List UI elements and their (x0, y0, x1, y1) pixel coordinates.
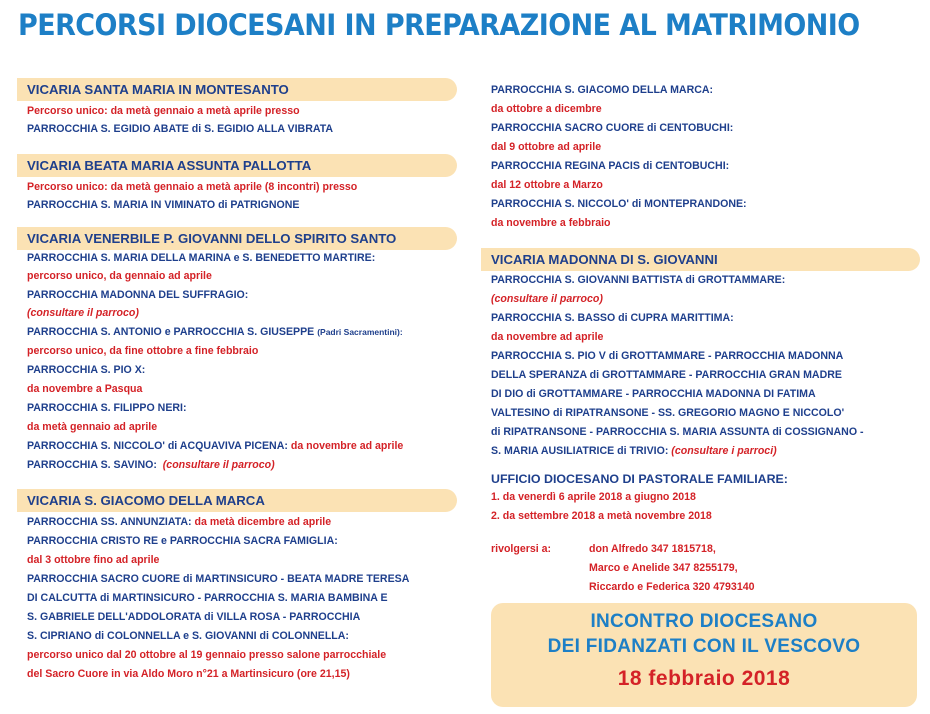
contact-2: Marco e Anelide 347 8255179, (589, 562, 738, 574)
v3-line-12 (27, 458, 275, 472)
v2-line-1: Percorso unico: da metà gennaio a metà aprile (8 incontri) presso (27, 181, 358, 193)
v3-line-3: PARROCCHIA MADONNA DEL SUFFRAGIO: (27, 289, 249, 301)
v2-line-2: PARROCCHIA S. MARIA IN VIMINATO di PATRIGNONE (27, 199, 300, 211)
v3-line-4: (consultare il parroco) (27, 307, 139, 319)
v3-line-1: PARROCCHIA S. MARIA DELLA MARINA e S. BENEDETTO MARTIRE: (27, 252, 376, 264)
r-top-line-4: dal 9 ottobre ad aprile (491, 141, 602, 153)
v4-line-4: PARROCCHIA SACRO CUORE di MARTINSICURO - BEATA MADRE TERESA (27, 573, 410, 585)
v3-line-11-dates: da novembre ad aprile (290, 440, 404, 452)
v5-line-1: PARROCCHIA S. GIOVANNI BATTISTA di GROTTAMMARE: (491, 274, 786, 286)
v3-line-10: da metà gennaio ad aprile (27, 421, 158, 433)
v3-line-2: percorso unico, da gennaio ad aprile (27, 270, 212, 282)
incontro-line-2: DEI FIDANZATI CON IL VESCOVO (547, 636, 861, 657)
v3-line-5 (27, 325, 403, 339)
r-top-line-8: da novembre a febbraio (491, 217, 611, 229)
v4-line-1-parish: PARROCCHIA SS. ANNUNZIATA: (27, 516, 192, 528)
r-top-line-3: PARROCCHIA SACRO CUORE di CENTOBUCHI: (491, 122, 734, 134)
v1-line-1: Percorso unico: da metà gennaio a metà aprile presso (27, 105, 300, 117)
v5-line-6: DELLA SPERANZA di GROTTAMMARE - PARROCCHIA GRAN MADRE (491, 369, 842, 381)
v3-line-5-note: (Padri Sacramentini): (317, 327, 403, 337)
r-top-line-7: PARROCCHIA S. NICCOLO' di MONTEPRANDONE: (491, 198, 747, 210)
v5-line-9: di RIPATRANSONE - PARROCCHIA S. MARIA ASSUNTA di COSSIGNANO - (491, 426, 864, 438)
v5-line-10-note: (consultare i parroci) (671, 445, 777, 457)
r-top-line-1: PARROCCHIA S. GIACOMO DELLA MARCA: (491, 84, 714, 96)
page-title: PERCORSI DIOCESANI IN PREPARAZIONE AL MATRIMONIO (18, 8, 860, 42)
r-top-line-2: da ottobre a dicembre (491, 103, 602, 115)
v5-line-4: da novembre ad aprile (491, 331, 604, 343)
v1-line-2: PARROCCHIA S. EGIDIO ABATE di S. EGIDIO ALLA VIBRATA (27, 123, 334, 135)
v5-line-3: PARROCCHIA S. BASSO di CUPRA MARITTIMA: (491, 312, 734, 324)
v3-line-11 (27, 439, 403, 453)
v4-line-1-dates: da metà dicembre ad aprile (194, 516, 332, 528)
ufficio-line-1: 1. da venerdì 6 aprile 2018 a giugno 2018 (491, 491, 696, 503)
v4-line-6: S. GABRIELE DELL'ADDOLORATA di VILLA ROSA - PARROCCHIA (27, 611, 361, 623)
vicaria-s-giacomo-header: VICARIA S. GIACOMO DELLA MARCA (17, 489, 457, 512)
v4-line-8: percorso unico dal 20 ottobre al 19 gennaio presso salone parrocchiale (27, 649, 387, 661)
v5-line-5: PARROCCHIA S. PIO V di GROTTAMMARE - PARROCCHIA MADONNA (491, 350, 844, 362)
v4-line-5: DI CALCUTTA di MARTINSICURO - PARROCCHIA S. MARIA BAMBINA E (27, 592, 388, 604)
v4-line-2: PARROCCHIA CRISTO RE e PARROCCHIA SACRA FAMIGLIA: (27, 535, 338, 547)
incontro-date: 18 febbraio 2018 (617, 667, 791, 690)
contact-3: Riccardo e Federica 320 4793140 (589, 581, 755, 593)
v3-line-12-parish: PARROCCHIA S. SAVINO: (27, 459, 157, 471)
v4-line-1 (27, 515, 331, 529)
v3-line-9: PARROCCHIA S. FILIPPO NERI: (27, 402, 187, 414)
v3-line-11-parish: PARROCCHIA S. NICCOLO' di ACQUAVIVA PICENA: (27, 440, 288, 452)
v4-line-7: S. CIPRIANO di COLONNELLA e S. GIOVANNI di COLONNELLA: (27, 630, 349, 642)
v5-line-7: DI DIO di GROTTAMMARE - PARROCCHIA MADONNA DI FATIMA (491, 388, 816, 400)
ufficio-header: UFFICIO DIOCESANO DI PASTORALE FAMILIARE: (491, 472, 788, 486)
incontro-line-1: INCONTRO DIOCESANO (590, 611, 818, 632)
v4-line-9: del Sacro Cuore in via Aldo Moro n°21 a Martinsicuro (ore 21,15) (27, 668, 350, 680)
v3-line-8: da novembre a Pasqua (27, 383, 143, 395)
incontro-box (491, 603, 917, 707)
vicaria-santa-maria-header: VICARIA SANTA MARIA IN MONTESANTO (17, 78, 457, 101)
v4-line-3: dal 3 ottobre fino ad aprile (27, 554, 160, 566)
v5-line-10 (491, 444, 777, 458)
r-top-line-5: PARROCCHIA REGINA PACIS di CENTOBUCHI: (491, 160, 730, 172)
v5-line-8: VALTESINO di RIPATRANSONE - SS. GREGORIO MAGNO E NICCOLO' (491, 407, 845, 419)
r-top-line-6: dal 12 ottobre a Marzo (491, 179, 603, 191)
ufficio-line-2: 2. da settembre 2018 a metà novembre 2018 (491, 510, 712, 522)
v3-line-5-main: PARROCCHIA S. ANTONIO e PARROCCHIA S. GIUSEPPE (27, 326, 315, 338)
v3-line-6: percorso unico, da fine ottobre a fine febbraio (27, 345, 259, 357)
contact-label: rivolgersi a: (491, 543, 552, 555)
vicaria-beata-maria-header: VICARIA BEATA MARIA ASSUNTA PALLOTTA (17, 154, 457, 177)
contact-1: don Alfredo 347 1815718, (589, 543, 716, 555)
vicaria-venerbile-header: VICARIA VENERBILE P. GIOVANNI DELLO SPIRITO SANTO (17, 227, 457, 250)
vicaria-madonna-header: VICARIA MADONNA DI S. GIOVANNI (481, 248, 920, 271)
v3-line-12-note: (consultare il parroco) (162, 459, 275, 471)
v3-line-7: PARROCCHIA S. PIO X: (27, 364, 146, 376)
v5-line-10-parish: S. MARIA AUSILIATRICE di TRIVIO: (491, 445, 669, 457)
v5-line-2: (consultare il parroco) (491, 293, 603, 305)
